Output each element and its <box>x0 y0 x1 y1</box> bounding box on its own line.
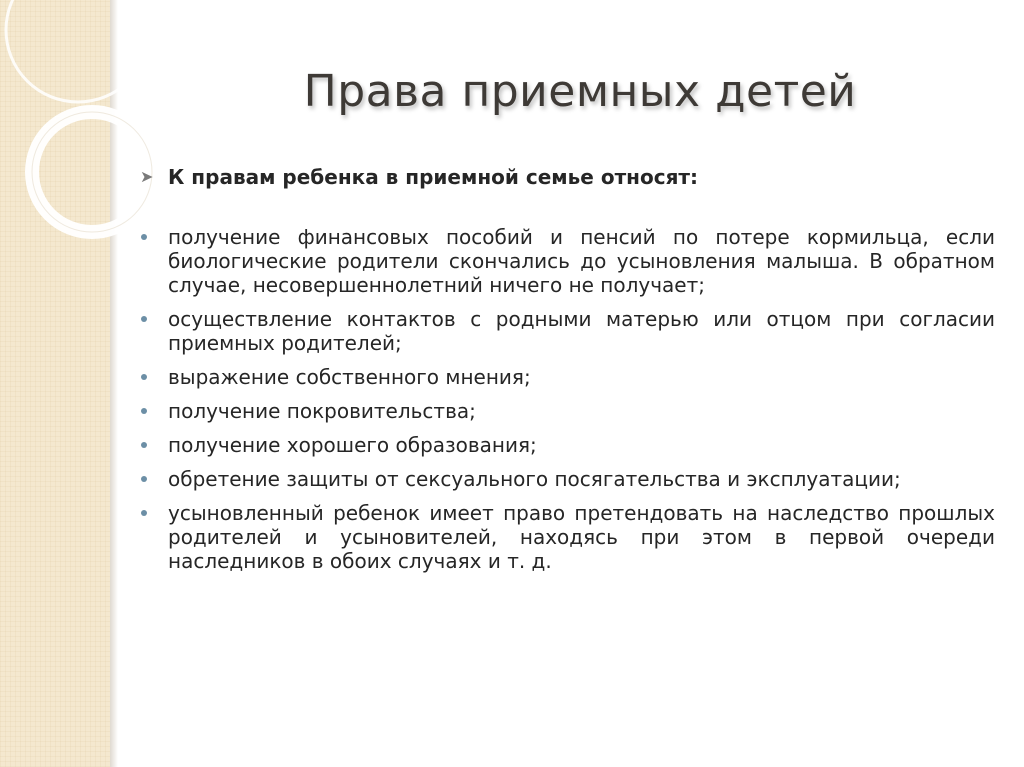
decorative-circles <box>0 0 160 300</box>
list-item <box>140 365 995 389</box>
dot-bullet-icon <box>140 365 168 389</box>
dot-bullet-icon <box>140 225 168 249</box>
list-item-text: обретение защиты от сексуального посягательства и эксплуатации; <box>168 467 901 491</box>
lead-line <box>140 163 995 191</box>
dot-bullet-icon <box>140 501 168 525</box>
rights-list <box>140 225 995 573</box>
dot-bullet-icon <box>140 433 168 457</box>
list-item-text: осуществление контактов с родными матерью или отцом при согласии приемных родителей; <box>168 307 995 355</box>
dot-bullet-icon <box>140 307 168 331</box>
list-item-text: получение хорошего образования; <box>168 433 537 457</box>
list-item <box>140 307 995 355</box>
list-item <box>140 399 995 423</box>
list-item-text: получение финансовых пособий и пенсий по потере кормильца, если биологические родители скончались до усыновления малыша. В обратном случае, несовершеннолетний ничего не получает; <box>168 225 995 297</box>
arrow-bullet-icon: ➤ <box>140 167 154 186</box>
dot-bullet-icon <box>140 399 168 423</box>
list-item <box>140 433 995 457</box>
list-item-text: получение покровительства; <box>168 399 476 423</box>
slide-title: Права приемных детей <box>303 66 857 117</box>
dot-bullet-icon <box>140 467 168 491</box>
lead-text: К правам ребенка в приемной семье относят: <box>168 165 698 189</box>
list-item-text: выражение собственного мнения; <box>168 365 531 389</box>
slide-content <box>140 163 995 583</box>
list-item <box>140 467 995 491</box>
list-item-text: усыновленный ребенок имеет право претендовать на наследство прошлых родителей и усыновителей, находясь при этом в первой очереди наследников в обоих случаях и т. д. <box>168 501 995 573</box>
list-item <box>140 501 995 573</box>
list-item <box>140 225 995 297</box>
